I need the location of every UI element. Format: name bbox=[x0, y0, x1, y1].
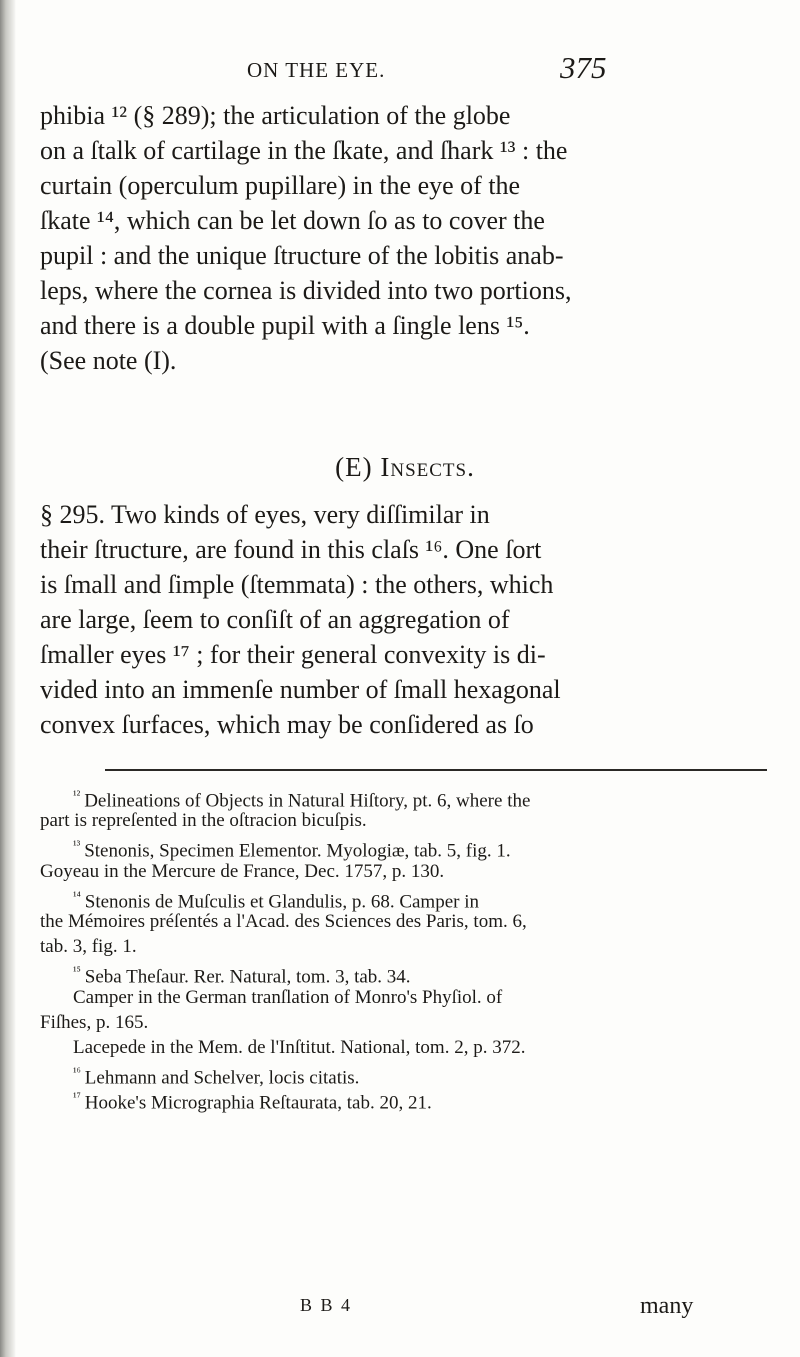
footnote-line bbox=[40, 959, 780, 988]
text-line: their ſtructure, are found in this claſs ¹⁶. One ſort bbox=[40, 535, 542, 564]
footnote-line bbox=[40, 1085, 780, 1114]
footnote-text: the Mémoires préſentés a l'Acad. des Sciences des Paris, tom. 6, bbox=[40, 910, 527, 932]
text-line: vided into an immenſe number of ſmall hexagonal bbox=[40, 675, 561, 704]
text-line: is ſmall and ſimple (ſtemmata) : the others, which bbox=[40, 570, 554, 599]
footnote-text: Seba Theſaur. Rer. Natural, tom. 3, tab. 34. bbox=[84, 966, 411, 988]
footnote-line bbox=[40, 833, 780, 862]
section-letter: (E) bbox=[335, 452, 373, 482]
signature-mark: B B 4 bbox=[300, 1295, 353, 1315]
footnote-line bbox=[40, 1035, 780, 1060]
text-line: ſkate ¹⁴, which can be let down ſo as to cover the bbox=[40, 206, 545, 235]
footnote-text: Camper in the German tranſlation of Monro's Phyſiol. of bbox=[73, 986, 503, 1008]
page-footer bbox=[0, 1293, 800, 1327]
footnote-line bbox=[40, 1010, 780, 1035]
text-line: and there is a double pupil with a ſingle lens ¹⁵. bbox=[40, 311, 530, 340]
section-title: Insects. bbox=[380, 452, 475, 482]
paragraph-fishes bbox=[40, 98, 770, 378]
footnote-line bbox=[40, 934, 780, 959]
footnote-text: Lacepede in the Mem. de l'Inſtitut. National, tom. 2, p. 372. bbox=[73, 1036, 526, 1058]
text-line: § 295. Two kinds of eyes, very diſſimilar in bbox=[40, 500, 490, 529]
text-line: (See note (I). bbox=[40, 346, 177, 375]
footnote-mark: ¹⁷ bbox=[73, 1090, 81, 1105]
footnotes bbox=[40, 783, 780, 1114]
text-line: ſmaller eyes ¹⁷ ; for their general convexity is di- bbox=[40, 640, 546, 669]
text-line: are large, ſeem to conſiſt of an aggregation of bbox=[40, 605, 510, 634]
footnote-text: Goyeau in the Mercure de France, Dec. 1757, p. 130. bbox=[40, 860, 445, 882]
text-line: convex ſurfaces, which may be conſidered as ſo bbox=[40, 710, 534, 739]
page-number: 375 bbox=[560, 50, 607, 85]
footnote-text: tab. 3, fig. 1. bbox=[40, 936, 137, 958]
footnote-text: Delineations of Objects in Natural Hiſtory, pt. 6, where the bbox=[84, 790, 531, 812]
footnote-mark: ¹⁵ bbox=[73, 964, 81, 979]
footnote-mark: ¹⁴ bbox=[73, 888, 81, 903]
text-line: pupil : and the unique ſtructure of the lobitis anab- bbox=[40, 241, 564, 270]
footnote-line bbox=[40, 884, 780, 913]
page-header bbox=[247, 50, 627, 90]
footnote-text: Fiſhes, p. 165. bbox=[40, 1011, 149, 1033]
footnote-line bbox=[40, 808, 780, 833]
footnote-line bbox=[40, 859, 780, 884]
footnote-text: Stenonis, Specimen Elementor. Myologiæ, tab. 5, fig. 1. bbox=[84, 840, 511, 862]
footnote-text: part is repreſented in the oſtracion bicuſpis. bbox=[40, 810, 367, 832]
binding-gutter bbox=[0, 0, 16, 1357]
footnote-mark: ¹³ bbox=[73, 838, 81, 853]
paragraph-insects bbox=[40, 497, 770, 742]
footnote-mark: ¹⁶ bbox=[73, 1065, 81, 1080]
text-line: on a ſtalk of cartilage in the ſkate, and ſhark ¹³ : the bbox=[40, 136, 568, 165]
footnote-text: Lehmann and Schelver, locis citatis. bbox=[84, 1067, 360, 1089]
footnote-mark: ¹² bbox=[73, 788, 81, 802]
footnote-text: Stenonis de Muſculis et Glandulis, p. 68. Camper in bbox=[84, 891, 479, 913]
section-heading bbox=[40, 452, 770, 483]
running-head: ON THE EYE. bbox=[247, 58, 386, 82]
footnote-text: Hooke's Micrographia Reſtaurata, tab. 20, 21. bbox=[84, 1092, 432, 1114]
text-line: leps, where the cornea is divided into two portions, bbox=[40, 276, 572, 305]
text-line: phibia ¹² (§ 289); the articulation of the globe bbox=[40, 101, 511, 130]
footnote-line bbox=[40, 909, 780, 934]
text-line: curtain (operculum pupillare) in the eye of the bbox=[40, 171, 521, 200]
footnote-line bbox=[40, 985, 780, 1010]
footnote-line bbox=[40, 1060, 780, 1089]
footnote-divider bbox=[105, 769, 767, 771]
footnote-line bbox=[40, 783, 780, 812]
catchword: many bbox=[640, 1293, 694, 1319]
